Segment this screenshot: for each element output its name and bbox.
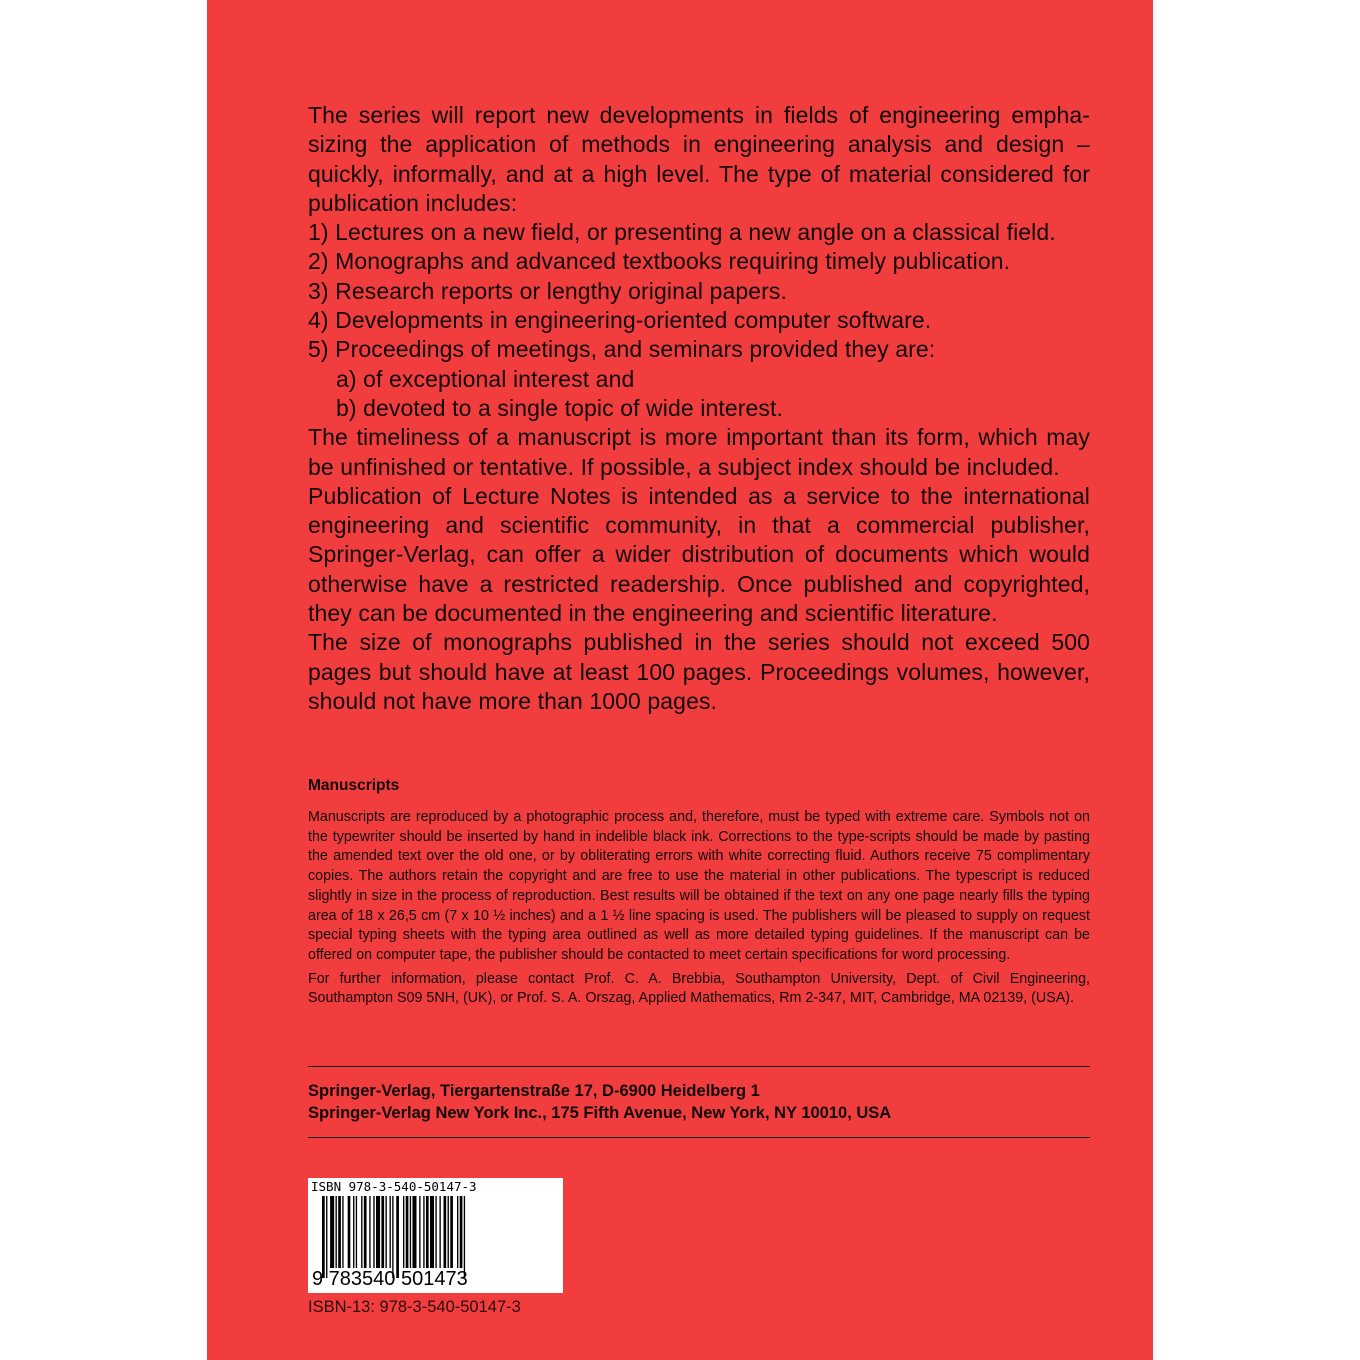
divider-top	[308, 1066, 1090, 1067]
barcode-bar	[338, 1196, 341, 1268]
barcode-bar	[390, 1196, 391, 1268]
barcode-bar	[326, 1196, 327, 1278]
barcode-bar	[396, 1196, 399, 1278]
sub-list-item: a) of exceptional interest and	[336, 365, 635, 392]
barcode-bar	[353, 1196, 354, 1268]
size-paragraph: The size of monographs published in the series should not exceed 500 pages but should have at least 100 pages. Proceedings volumes, however, should not have more than 1000 pages.	[308, 629, 1090, 714]
publisher-address-heidelberg: Springer-Verlag, Tiergartenstraße 17, D-6900 Heidelberg 1	[308, 1082, 760, 1100]
barcode-bar	[430, 1196, 434, 1268]
barcode-bar	[457, 1196, 458, 1268]
barcode-isbn-label: ISBN 978-3-540-50147-3	[311, 1179, 477, 1194]
isbn-barcode	[308, 1178, 563, 1293]
barcode-bar	[330, 1196, 334, 1268]
barcode-bar	[464, 1196, 465, 1278]
barcode-bar	[361, 1196, 362, 1268]
barcode-bar	[412, 1196, 416, 1268]
barcode-bar	[444, 1196, 447, 1268]
barcode-bar	[373, 1196, 374, 1268]
barcode-bar	[460, 1196, 463, 1268]
publication-paragraph: Publication of Lecture Notes is intended as a service to the international engineering and scientific community, in that a commercial publisher, Springer-Verlag, can offer a wider distribution of documents which would otherwise have a restricted readership. Once published and copyrighted, they can be documented in the engineering and scientific literature.	[308, 482, 1090, 627]
list-item: 5) Proceedings of meetings, and seminars provided they are:	[308, 336, 936, 363]
barcode-digits: 9 783540 501473	[312, 1268, 468, 1290]
barcode-bar	[450, 1196, 453, 1268]
list-item: 1) Lectures on a new field, or presenting a new angle on a classical field.	[308, 219, 1056, 246]
list-item: 4) Developments in engineering-oriented computer software.	[308, 307, 932, 334]
barcode-bar	[392, 1196, 393, 1278]
barcode-bar	[376, 1196, 380, 1268]
series-description	[308, 101, 1090, 716]
back-cover	[207, 0, 1153, 1360]
barcode-bar	[448, 1196, 449, 1268]
intro-paragraph: The series will report new developments in fields of engineering empha-sizing the application of methods in engineering analysis and design – quickly, informally, and at a high level. The type of material considered for publication includes:	[308, 102, 1090, 216]
barcode-bar	[426, 1196, 429, 1268]
contact-paragraph: For further information, please contact Prof. C. A. Brebbia, Southampton University, Dept. of Civil Engineering, Southampton S09 5NH, (UK), or Prof. S. A. Orszag, Applied Mathematics, Rm 2-347, MIT, Cambridge, MA 02139, (USA).	[308, 970, 1090, 1007]
timeliness-paragraph: The timeliness of a manuscript is more important than its form, which may be unfinished or tentative. If possible, a subject index should be included.	[308, 424, 1090, 480]
manuscripts-section	[308, 808, 1090, 1009]
barcode-bar	[322, 1196, 325, 1278]
barcode-bar	[403, 1196, 404, 1268]
barcode-bar	[364, 1196, 367, 1268]
publisher-addresses	[308, 1081, 891, 1124]
sub-list-item: b) devoted to a single topic of wide interest.	[336, 394, 783, 421]
barcode-bar	[342, 1196, 343, 1268]
barcode-bar	[419, 1196, 420, 1268]
barcode-bar	[406, 1196, 409, 1268]
isbn13-label: ISBN-13: 978-3-540-50147-3	[308, 1298, 521, 1316]
barcode-bar	[410, 1196, 411, 1268]
list-item: 3) Research reports or lengthy original papers.	[308, 277, 787, 304]
barcode-bar	[439, 1196, 440, 1268]
barcode-bar	[435, 1196, 436, 1268]
barcode-bar	[356, 1196, 357, 1268]
barcode-bar	[369, 1196, 370, 1268]
barcode-bar	[348, 1196, 351, 1268]
manuscripts-body: Manuscripts are reproduced by a photographic process and, therefore, must be typed with extreme care. Symbols not on the typewriter should be inserted by hand in indelible black ink. Corrections to the type-scripts should be made by pasting the amended text over the old one, or by obliterating errors with white correcting fluid. Authors receive 75 complimentary copies. The authors retain the copyright and are free to use the material in other publications. The typescript is reduced slightly in size in the process of reproduction. Best results will be obtained if the text on any one page nearly fills the typing area of 18 x 26,5 cm (7 x 10 ½ inches) and a 1 ½ line spacing is used. The publishers will be pleased to supply on request special typing sheets with the typing area outlined as well as more detailed typing guidelines. If the manuscript can be offered on computer tape, the publisher should be contacted to meet certain specifications for word processing.	[308, 809, 1090, 963]
barcode-bar	[381, 1196, 384, 1268]
publisher-address-new-york: Springer-Verlag New York Inc., 175 Fifth Avenue, New York, NY 10010, USA	[308, 1103, 892, 1122]
list-item: 2) Monographs and advanced textbooks requiring timely publication.	[308, 248, 1011, 275]
barcode-bar	[423, 1196, 424, 1268]
manuscripts-heading: Manuscripts	[308, 777, 400, 794]
divider-bottom	[308, 1137, 1090, 1138]
barcode-bar	[336, 1196, 337, 1268]
barcode-bar	[385, 1196, 386, 1268]
